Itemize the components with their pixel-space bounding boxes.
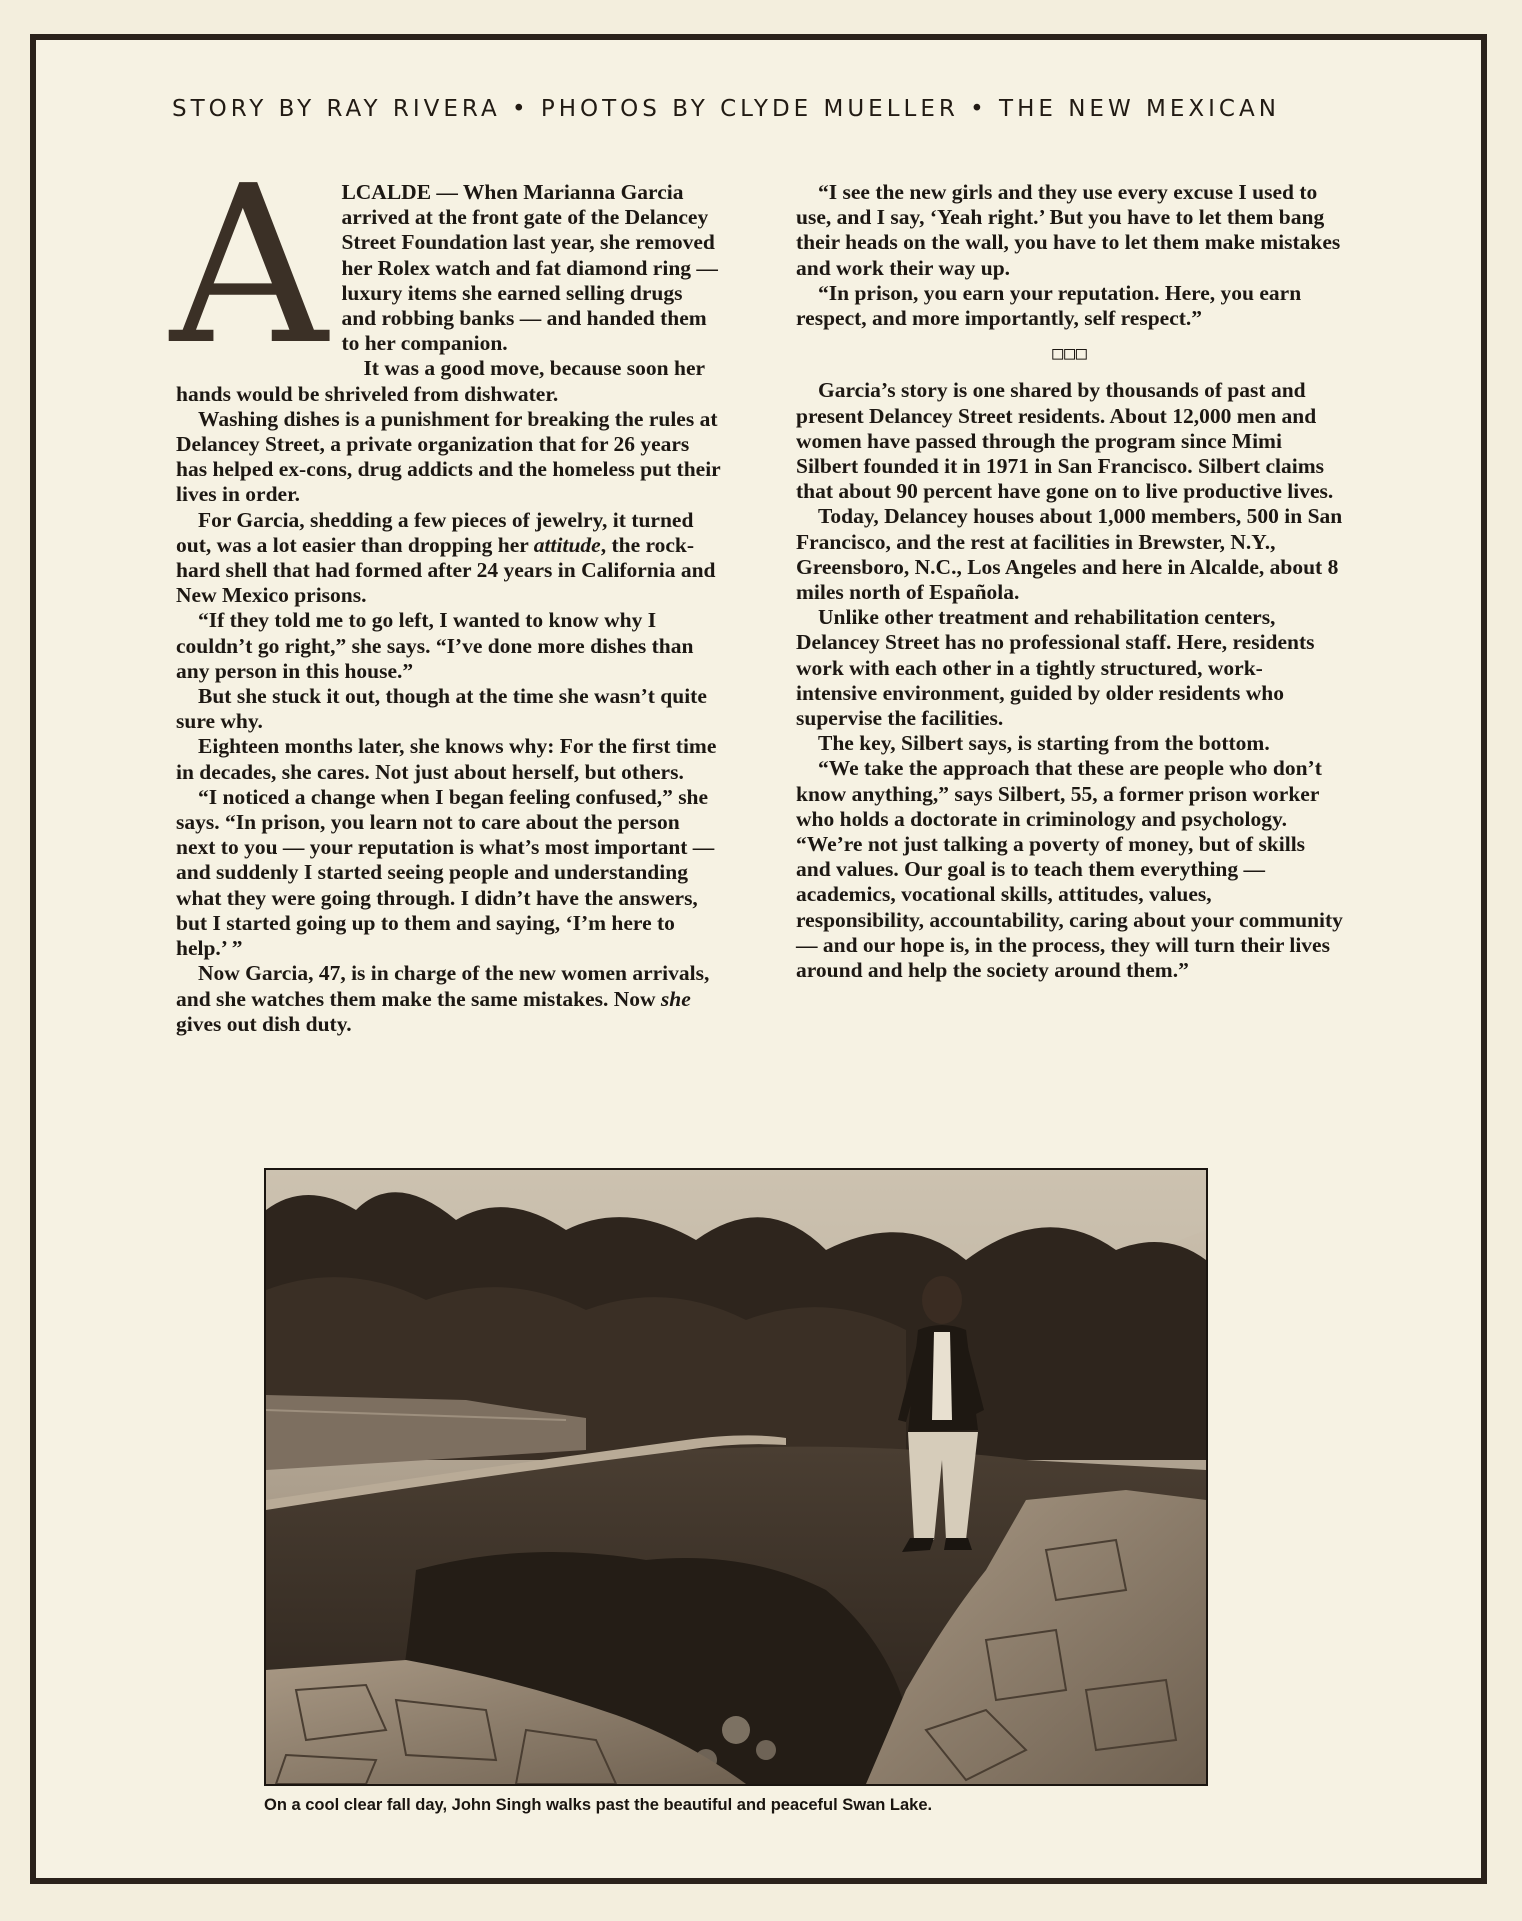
paragraph: “We take the approach that these are people who don’t know anything,” says Silbert, 55, a former prison worker who holds a doctorate in criminology and psychology. “We’re not just talking a poverty of money, but of skills and values. Our goal is to teach them everything — academics, vocational skills, attitudes, values, responsibility, accountability, caring about your community — and our hope is, in the process, they will turn their lives around and help the society around them.” [796,756,1343,983]
paragraph: Unlike other treatment and rehabilitation centers, Delancey Street has no professional staff. Here, residents work with each other in a tightly structured, work-intensive environment, guided by older residents who supervise the facilities. [796,605,1315,731]
photo-caption: On a cool clear fall day, John Singh walks past the beautiful and peaceful Swan Lake. [264,1796,933,1814]
article-column-right [796,180,1344,983]
paragraph: Garcia’s story is one shared by thousands of past and present Delancey Street residents. About 12,000 men and women have passed through the program since Mimi Silbert founded it in 1971 in San Francisco. Silbert claims that about 90 percent have gone on to live productive lives. [796,378,1334,504]
section-separator: □□□ [1052,343,1088,365]
paragraph: Eighteen months later, she knows why: For the first time in decades, she cares. Not just about herself, but others. [176,734,717,784]
lead-paragraph: LCALDE — When Marianna Garcia arrived at the front gate of the Delancey Street Foundation last year, she removed her Rolex watch and fat diamond ring — luxury items she earned selling drugs and robbing banks — and handed them to her companion. [341,180,718,356]
byline: STORY BY RAY RIVERA • PHOTOS BY CLYDE MUELLER • THE NEW MEXICAN [172,96,1280,122]
paragraph: But she stuck it out, though at the time she wasn’t quite sure why. [176,684,707,734]
paragraph: For Garcia, shedding a few pieces of jewelry, it turned out, was a lot easier than dropping her attitude, the rock-hard shell that had formed after 24 years in California and New Mexico prisons. [176,507,716,608]
paragraph: “In prison, you earn your reputation. Here, you earn respect, and more importantly, self respect.” [796,280,1302,331]
paragraph: The key, Silbert says, is starting from the bottom. [818,731,1270,756]
paragraph: Now Garcia, 47, is in charge of the new women arrivals, and she watches them make the same mistakes. Now she gives out dish duty. [176,961,710,1036]
paragraph: “I see the new girls and they use every excuse I used to use, and I say, ‘Yeah right.’ But you have to let them bang their heads on the wall, you have to let them make mistakes and work their way up. [796,180,1341,280]
paragraph: “I noticed a change when I began feeling confused,” she says. “In prison, you learn not to care about the person next to you — your reputation is what’s most important — and suddenly I started seeing people and understanding what they were going through. I didn’t have the answers, but I started going up to them and saying, ‘I’m here to help.’ ” [176,784,715,961]
drop-cap: A [170,140,328,393]
paragraph: Washing dishes is a punishment for breaking the rules at Delancey Street, a private organization that for 26 years has helped ex-cons, drug addicts and the homeless put their lives in order. [176,406,721,507]
paragraph: Today, Delancey houses about 1,000 members, 500 in San Francisco, and the rest at facilities in Brewster, N.Y., Greensboro, N.C., Los Angeles and here in Alcalde, about 8 miles north of Española. [796,504,1343,605]
article-column-left [170,140,722,1037]
emphasis-text: she [660,986,691,1011]
paragraph: It was a good move, because soon her hands would be shriveled from dishwater. [176,356,705,406]
emphasis-text: attitude [533,532,601,557]
photo-swan-lake [264,1168,1208,1786]
photo-illustration [266,1170,1206,1784]
paragraph: “If they told me to go left, I wanted to know why I couldn’t go right,” she says. “I’ve done more dishes than any person in this house.” [176,608,694,683]
